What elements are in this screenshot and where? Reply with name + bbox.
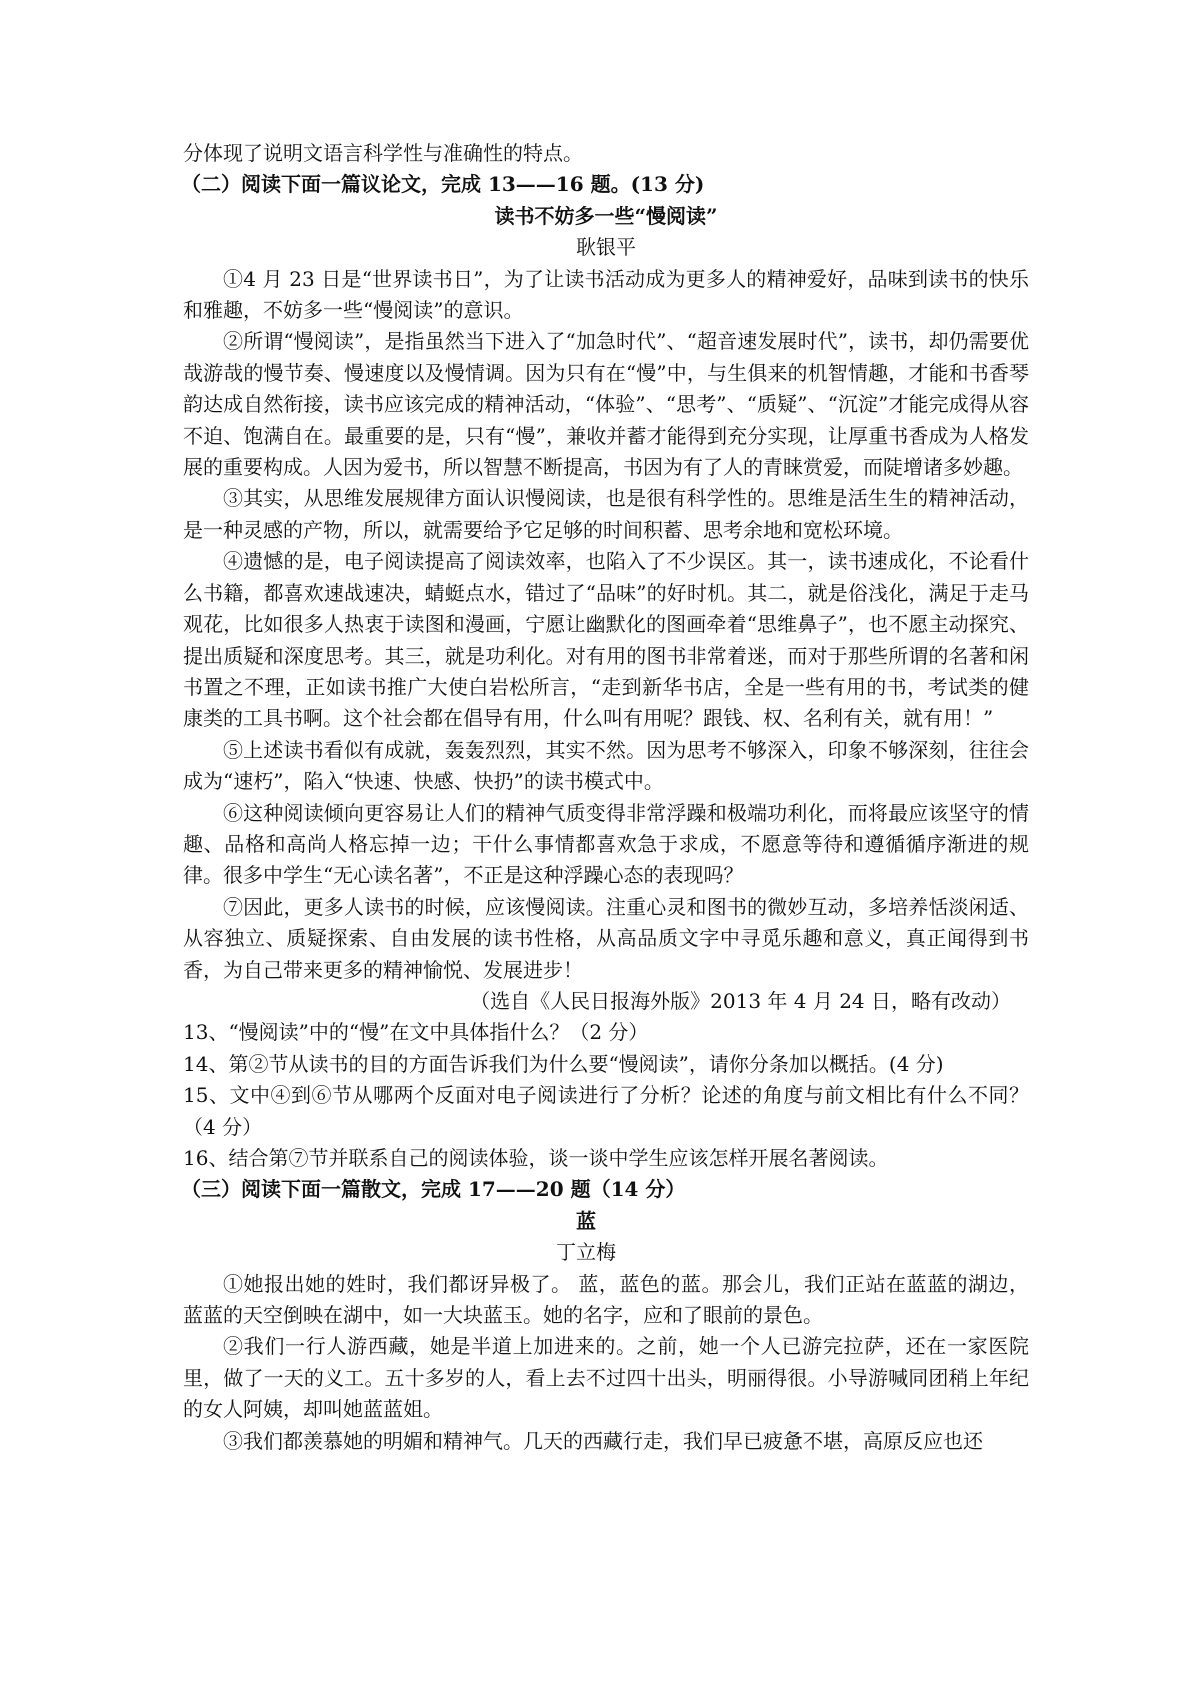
section3-paragraph-3: ③我们都羡慕她的明媚和精神气。几天的西藏行走，我们早已疲惫不堪，高原反应也还 (223, 1428, 983, 1453)
section3-title: 蓝 (576, 1208, 596, 1233)
section2-author: 耿银平 (576, 235, 636, 260)
question-16: 16、结合第⑦节并联系自己的阅读体验，谈一谈中学生应该怎样开展名著阅读。 (183, 1146, 889, 1170)
section2-paragraph-6: ⑥这种阅读倾向更容易让人们的精神气质变得非常浮躁和极端功利化，而将最应该坚守的情趣、品格和高尚人格忘掉一边；干什么事情都喜欢急于求成，不愿意等待和遵循循序渐进的规律。很多中学生“无心读名著”，不正是这种浮躁心态的表现吗？ (183, 800, 1029, 888)
section3-paragraph-2: ②我们一行人游西藏，她是半道上加进来的。之前，她一个人已游完拉萨，还在一家医院里，做了一天的义工。五十多岁的人，看上去不过四十出头，明丽得很。小导游喊同团稍上年纪的女人阿姨，却叫她蓝蓝姐。 (183, 1334, 1029, 1422)
section2-paragraph-1: ①4 月 23 日是“世界读书日”，为了让读书活动成为更多人的精神爱好，品味到读书的快乐和雅趣，不妨多一些“慢阅读”的意识。 (183, 266, 1029, 323)
question-14: 14、第②节从读书的目的方面告诉我们为什么要“慢阅读”，请你分条加以概括。(4 分) (183, 1051, 944, 1076)
section2-title: 读书不妨多一些“慢阅读” (494, 203, 718, 228)
lead-line: 分体现了说明文语言科学性与准确性的特点。 (183, 141, 583, 165)
section2-source: （选自《人民日报海外版》2013 年 4 月 24 日，略有改动） (470, 988, 1011, 1013)
section3-paragraph-1: ①她报出她的姓时，我们都讶异极了。 蓝，蓝色的蓝。那会儿，我们正站在蓝蓝的湖边，蓝蓝的天空倒映在湖中，如一大块蓝玉。她的名字，应和了眼前的景色。 (183, 1271, 1029, 1328)
section3-author: 丁立梅 (556, 1240, 616, 1265)
section3-heading: （三）阅读下面一篇散文，完成 17——20 题（14 分） (181, 1177, 686, 1202)
document-page (183, 138, 1029, 1457)
section2-paragraph-5: ⑤上述读书看似有成就，轰轰烈烈，其实不然。因为思考不够深入，印象不够深刻，往往会成为“速朽”，陷入“快速、快感、快扔”的读书模式中。 (183, 737, 1029, 794)
section2-paragraph-4: ④遗憾的是，电子阅读提高了阅读效率，也陷入了不少误区。其一，读书速成化，不论看什么书籍，都喜欢速战速决，蜻蜓点水，错过了“品味”的好时机。其二，就是俗浅化，满足于走马观花，比如很多人热衷于读图和漫画，宁愿让幽默化的图画牵着“思维鼻子”，也不愿主动探究、提出质疑和深度思考。其三，就是功利化。对有用的图书非常着迷，而对于那些所谓的名著和闲书置之不理，正如读书推广大使白岩松所言，“走到新华书店，全是一些有用的书，考试类的健康类的工具书啊。这个社会都在倡导有用，什么叫有用呢？跟钱、权、名利有关，就有用！” (183, 549, 1029, 731)
section2-paragraph-7: ⑦因此，更多人读书的时候，应该慢阅读。注重心灵和图书的微妙互动，多培养恬淡闲适、从容独立、质疑探索、自由发展的读书性格，从高品质文字中寻觅乐趣和意义，真正闻得到书香，为自己带来更多的精神愉悦、发展进步！ (183, 894, 1029, 982)
section2-paragraph-2: ②所谓“慢阅读”，是指虽然当下进入了“加急时代”、“超音速发展时代”，读书，却仍需要优哉游哉的慢节奏、慢速度以及慢情调。因为只有在“慢”中，与生俱来的机智情趣，才能和书香琴韵达成自然衔接，读书应该完成的精神活动，“体验”、“思考”、“质疑”、“沉淀”才能完成得从容不迫、饱满自在。最重要的是，只有“慢”，兼收并蓄才能得到充分实现，让厚重书香成为人格发展的重要构成。人因为爱书，所以智慧不断提高，书因为有了人的青睐赏爱，而陡增诸多妙趣。 (183, 329, 1029, 480)
question-15: 15、文中④到⑥节从哪两个反面对电子阅读进行了分析？论述的角度与前文相比有什么不同？（4 分） (183, 1083, 1029, 1139)
section2-paragraph-3: ③其实，从思维发展规律方面认识慢阅读，也是很有科学性的。思维是活生生的精神活动，是一种灵感的产物，所以，就需要给予它足够的时间积蓄、思考余地和宽松环境。 (183, 486, 1029, 542)
question-13: 13、“慢阅读”中的“慢”在文中具体指什么？（2 分） (183, 1020, 649, 1045)
section2-heading: （二）阅读下面一篇议论文，完成 13——16 题。(13 分) (181, 172, 705, 197)
